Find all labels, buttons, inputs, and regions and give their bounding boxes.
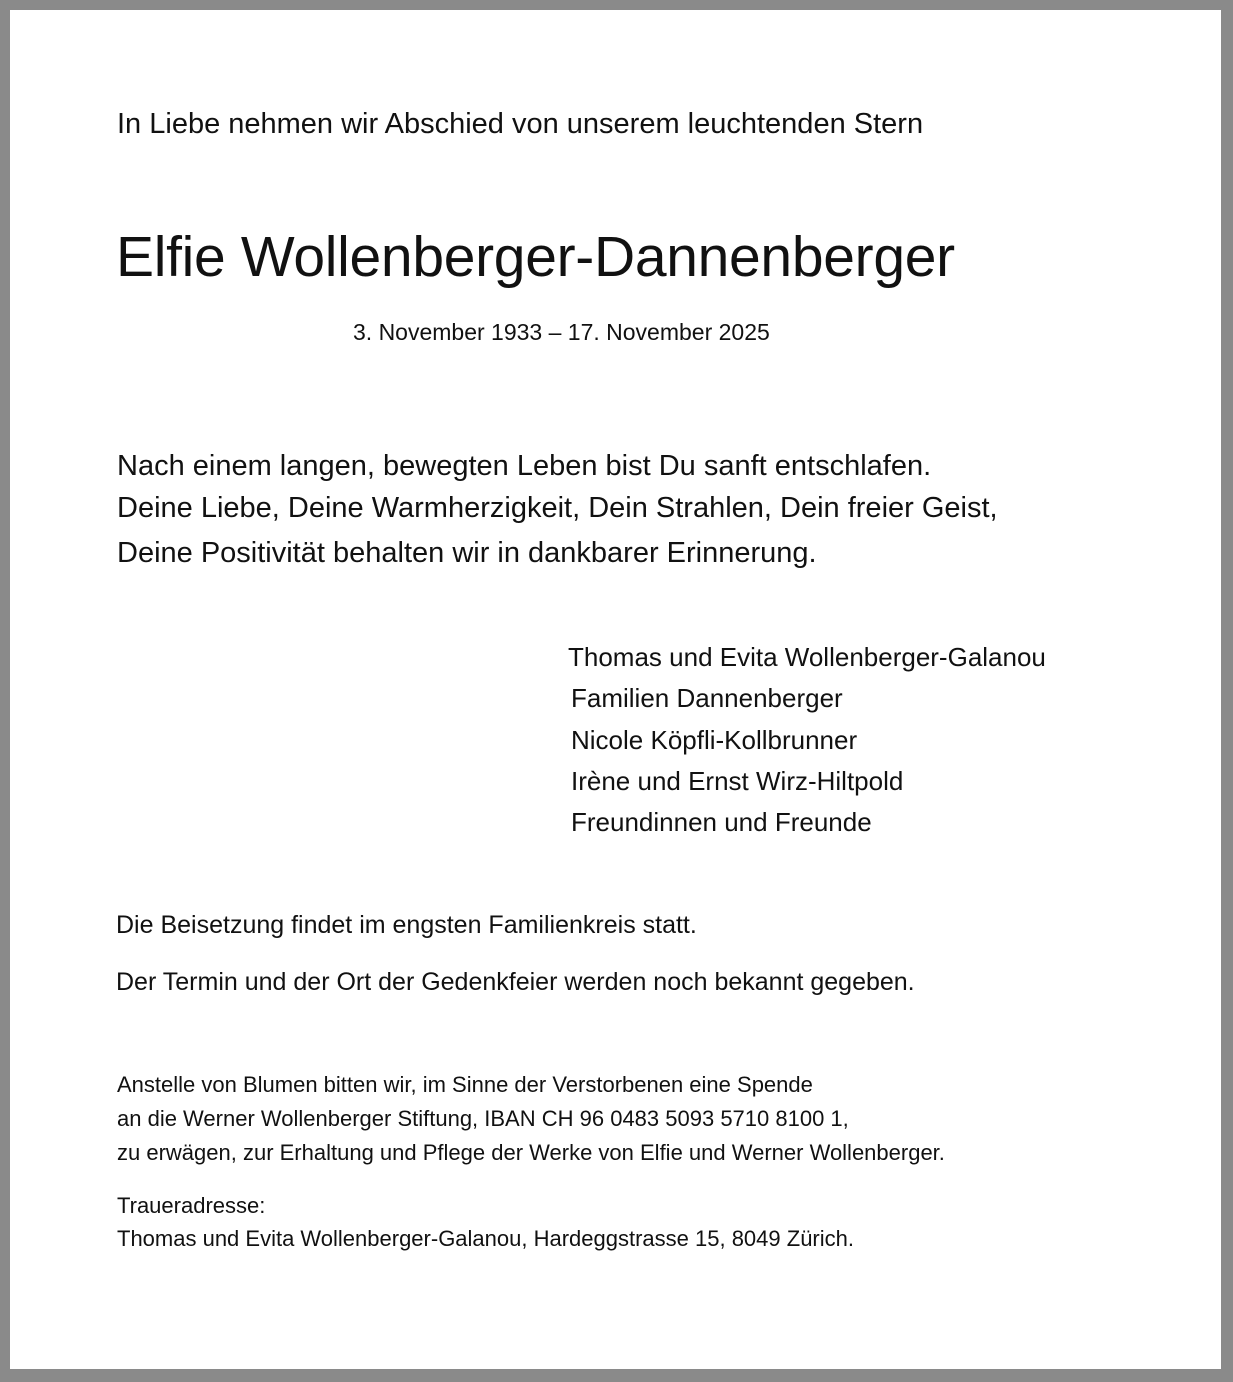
message-line: Nach einem langen, bewegten Leben bist Du sanft entschlafen. bbox=[117, 450, 932, 482]
memorial-notice: Der Termin und der Ort der Gedenkfeier werden noch bekannt gegeben. bbox=[116, 968, 915, 996]
intro-line: In Liebe nehmen wir Abschied von unserem leuchtenden Stern bbox=[117, 108, 924, 140]
burial-notice: Die Beisetzung findet im engsten Familienkreis statt. bbox=[116, 911, 697, 939]
mourner-entry: Nicole Köpfli-Kollbrunner bbox=[571, 725, 858, 755]
message-line: Deine Liebe, Deine Warmherzigkeit, Dein Strahlen, Dein freier Geist, bbox=[117, 492, 998, 524]
obituary-page bbox=[10, 10, 1221, 1369]
address-value: Thomas und Evita Wollenberger-Galanou, Hardeggstrasse 15, 8049 Zürich. bbox=[117, 1226, 854, 1251]
life-dates: 3. November 1933 – 17. November 2025 bbox=[353, 319, 770, 345]
message-line: Deine Positivität behalten wir in dankbarer Erinnerung. bbox=[117, 537, 817, 569]
donation-line: Anstelle von Blumen bitten wir, im Sinne der Verstorbenen eine Spende bbox=[117, 1072, 813, 1097]
mourner-entry: Thomas und Evita Wollenberger-Galanou bbox=[568, 642, 1046, 672]
donation-line: an die Werner Wollenberger Stiftung, IBAN CH 96 0483 5093 5710 8100 1, bbox=[117, 1106, 849, 1131]
mourner-entry: Familien Dannenberger bbox=[571, 683, 843, 713]
deceased-name: Elfie Wollenberger-Dannenberger bbox=[116, 225, 955, 289]
donation-line: zu erwägen, zur Erhaltung und Pflege der Werke von Elfie und Werner Wollenberger. bbox=[117, 1140, 945, 1165]
address-label: Traueradresse: bbox=[117, 1193, 266, 1218]
mourner-entry: Freundinnen und Freunde bbox=[571, 807, 872, 837]
mourner-entry: Irène und Ernst Wirz-Hiltpold bbox=[571, 766, 904, 796]
